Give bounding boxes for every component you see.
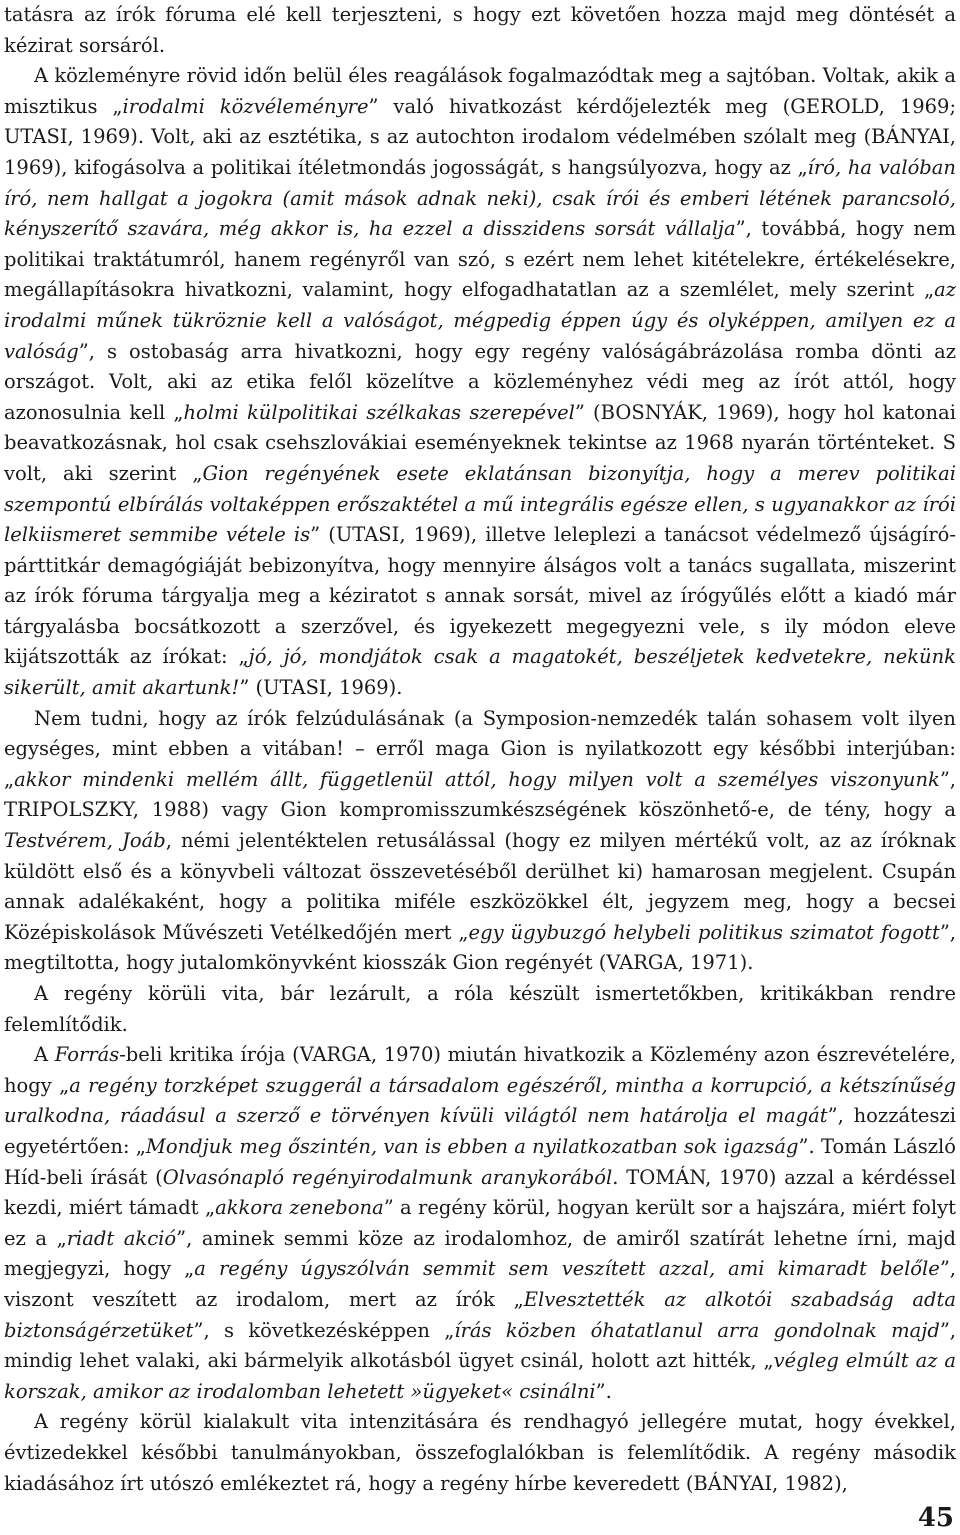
- text-run: A regény körül kialakult vita intenzitására és rendhagyó jellegére mutat, hogy évekkel, évtizedekkel későbbi tanulmányokban, összefoglalókban is felemlítődik. A regény második kiadásához írt utószó emlékeztet rá, hogy a regény hírbe keveredett (BÁNYAI, 1982),: [4, 1410, 956, 1495]
- text-run: ” a regény körül, hogyan került sor a hajszára, miért folyt ez a „: [4, 1196, 956, 1250]
- text-run: . TOMÁN, 1970) azzal a kérdéssel kezdi, miért támadt „: [4, 1165, 957, 1220]
- italic-quote: a regény torzképet szuggerál a társadalom egészéről, mintha a korrupció, a kétszínűség uralkodna, ráadásul a szerző e törvényen kívüli világtól nem határolja el magát: [4, 1073, 957, 1128]
- italic-quote: írás közben óhatatlanul arra gondolnak majd: [454, 1318, 940, 1342]
- paragraph: [4, 1407, 956, 1499]
- text-run: -beli kritika írója (VARGA, 1970) miután hivatkozik a Közlemény azon észrevételére, hogy „: [4, 1043, 956, 1097]
- paragraph: [4, 704, 956, 979]
- text-run: ”, s ostobaság arra hivatkozni, hogy egy regény valóságábrázolása romba dönti az országot. Volt, aki az etika felől közelítve a közleményhez védi meg az írót attól, hogy azonosulnia kell „: [4, 339, 956, 424]
- paragraph: [4, 1040, 956, 1407]
- text-run: ”, aminek semmi köze az irodalomhoz, de amiről szatírát lehetne írni, majd megjegyzi, hogy „: [4, 1226, 956, 1281]
- italic-quote: holmi külpolitikai szélkakas szerepével: [183, 400, 575, 424]
- text-run: ”, TRIPOLSZKY, 1988) vagy Gion kompromisszumkészségének köszönhető-e, de tény, hogy a: [4, 767, 956, 822]
- text-run: ” (UTASI, 1969), illetve leleplezi a tanácsot védelmező újságíró-párttitkár demagógiáját bebizonyítva, hogy mennyire álságos volt a tanács sugallata, miszerint az írók fóruma tárgyalja meg a kéziratot s annak sorsát, mivel az írógyűlés előtt a kiadó már tárgyalásba bocsátkozott a szerzővel, és igyekezett megegyezni vele, s ily módon eleve kijátszották az írókat: „: [4, 523, 957, 669]
- text-run: tatásra az írók fóruma elé kell terjeszteni, s hogy ezt követően hozza majd meg döntését a kézirat sorsáról.: [4, 3, 956, 57]
- page-number: 45: [917, 1503, 954, 1533]
- italic-quote: Olvasónapló regényirodalmunk aranykorából: [162, 1165, 613, 1189]
- text-run: ”, továbbá, hogy nem politikai traktátumról, hanem regényről van szó, s ezért nem lehet kitételekre, értékelésekre, megállapításokra hivatkozni, valamint, hogy elfogadhatatlan az a szemlélet, mely szerint „: [4, 217, 956, 302]
- text-run: ”. Tomán László Híd-beli írását (: [4, 1134, 956, 1189]
- text-run: ”.: [595, 1379, 612, 1403]
- italic-quote: Mondjuk meg őszintén, van is ebben a nyilatkozatban sok igazság: [145, 1134, 799, 1158]
- text-run: ”, hozzáteszi egyetértően: „: [4, 1104, 956, 1158]
- text-run: ” való hivatkozást kérdőjelezték meg (GEROLD, 1969; UTASI, 1969). Volt, aki az esztétika, s az autochton irodalom védelmében szólalt meg (BÁNYAI, 1969), kifogásolva a politikai ítéletmondás jogosságát, s hangsúlyozva, hogy az „: [4, 94, 957, 179]
- text-run: ” (UTASI, 1969).: [239, 676, 403, 700]
- text-run: A regény körüli vita, bár lezárult, a róla készült ismertetőkben, kritikákban rendre felemlítődik.: [4, 982, 956, 1036]
- paragraph: [4, 61, 956, 703]
- italic-quote: a regény úgyszólván semmit sem veszített azzal, ami kimaradt belőle: [194, 1257, 940, 1281]
- text-run: , némi jelentéktelen retusálással (hogy ez milyen mértékű volt, az az íróknak küldött első és a könyvbeli változat összevetéséből derülhet ki) hamarosan megjelent. Csupán annak adalékaként, hogy a politika miféle eszközökkel élt, jegyzem meg, hogy a becsei Középiskolások Művészeti Vetélkedőjén mert „: [4, 829, 956, 944]
- text-run: ”, viszont veszített az irodalom, mert az írók „: [4, 1257, 956, 1311]
- text-run: Nem tudni, hogy az írók felzúdulásának (a Symposion-nemzedék talán sohasem volt ilyen egységes, mint ebben a vitában! – erről maga Gion is nyilatkozott egy későbbi interjúban: „: [4, 706, 956, 791]
- italic-quote: akkora zenebona: [215, 1196, 384, 1220]
- italic-quote: jó, jó, mondjátok csak a magatokét, beszéljetek kedvetekre, nekünk sikerült, amit akartunk!: [4, 645, 956, 700]
- text-run: A közleményre rövid időn belül éles reagálások fogalmazódtak meg a sajtóban. Voltak, akik a misztikus „: [4, 64, 956, 118]
- italic-quote: irodalmi közvéleményre: [122, 94, 369, 118]
- italic-quote: Forrás: [54, 1043, 120, 1067]
- document-body: [4, 0, 956, 1499]
- italic-quote: író, ha valóban író, nem hallgat a jogokra (amit mások adnak neki), csak írói és emberi létének parancsoló, kényszerítő szavára, még akkor is, ha ezzel a disszidens sorsát vállalja: [4, 155, 956, 241]
- italic-quote: egy ügybuzgó helybeli politikus szimatot fogott: [468, 920, 940, 944]
- italic-quote: riadt akció: [66, 1226, 177, 1250]
- text-run: A: [34, 1043, 55, 1067]
- italic-quote: Elvesztették az alkotói szabadság adta biztonságérzetüket: [4, 1287, 956, 1342]
- text-run: ” (BOSNYÁK, 1969), hogy hol katonai beavatkozásnak, hol csak csehszlovákiai eseményeknek tekintse az 1968 nyarán történteket. S volt, aki szerint „: [4, 400, 956, 485]
- italic-quote: végleg elmúlt az a korszak, amikor az irodalomban lehetett »ügyeket« csinálni: [4, 1349, 956, 1403]
- italic-quote: Gion regényének esete eklatánsan bizonyítja, hogy a merev politikai szempontú elbírálás voltaképpen erőszaktétel a mű integrális egésze ellen, s ugyanakkor az írói lelkiismeret semmibe vétele is: [4, 461, 956, 547]
- italic-quote: Testvérem, Joáb: [4, 829, 166, 853]
- paragraph: [4, 979, 956, 1040]
- text-run: ”, megtiltotta, hogy jutalomkönyvként kiosszák Gion regényét (VARGA, 1971).: [4, 920, 956, 975]
- italic-quote: az irodalmi műnek tükröznie kell a valóságot, mégpedig éppen úgy és olyképpen, amilyen ez a valóság: [4, 278, 956, 363]
- text-run: ”, mindig lehet valaki, aki bármelyik alkotásból ügyet csinál, holott azt hitték, „: [4, 1318, 956, 1373]
- text-run: ”, s következésképpen „: [193, 1318, 455, 1342]
- paragraph: [4, 0, 956, 61]
- italic-quote: akkor mindenki mellém állt, függetlenül attól, hogy milyen volt a személyes viszonyunk: [14, 767, 940, 791]
